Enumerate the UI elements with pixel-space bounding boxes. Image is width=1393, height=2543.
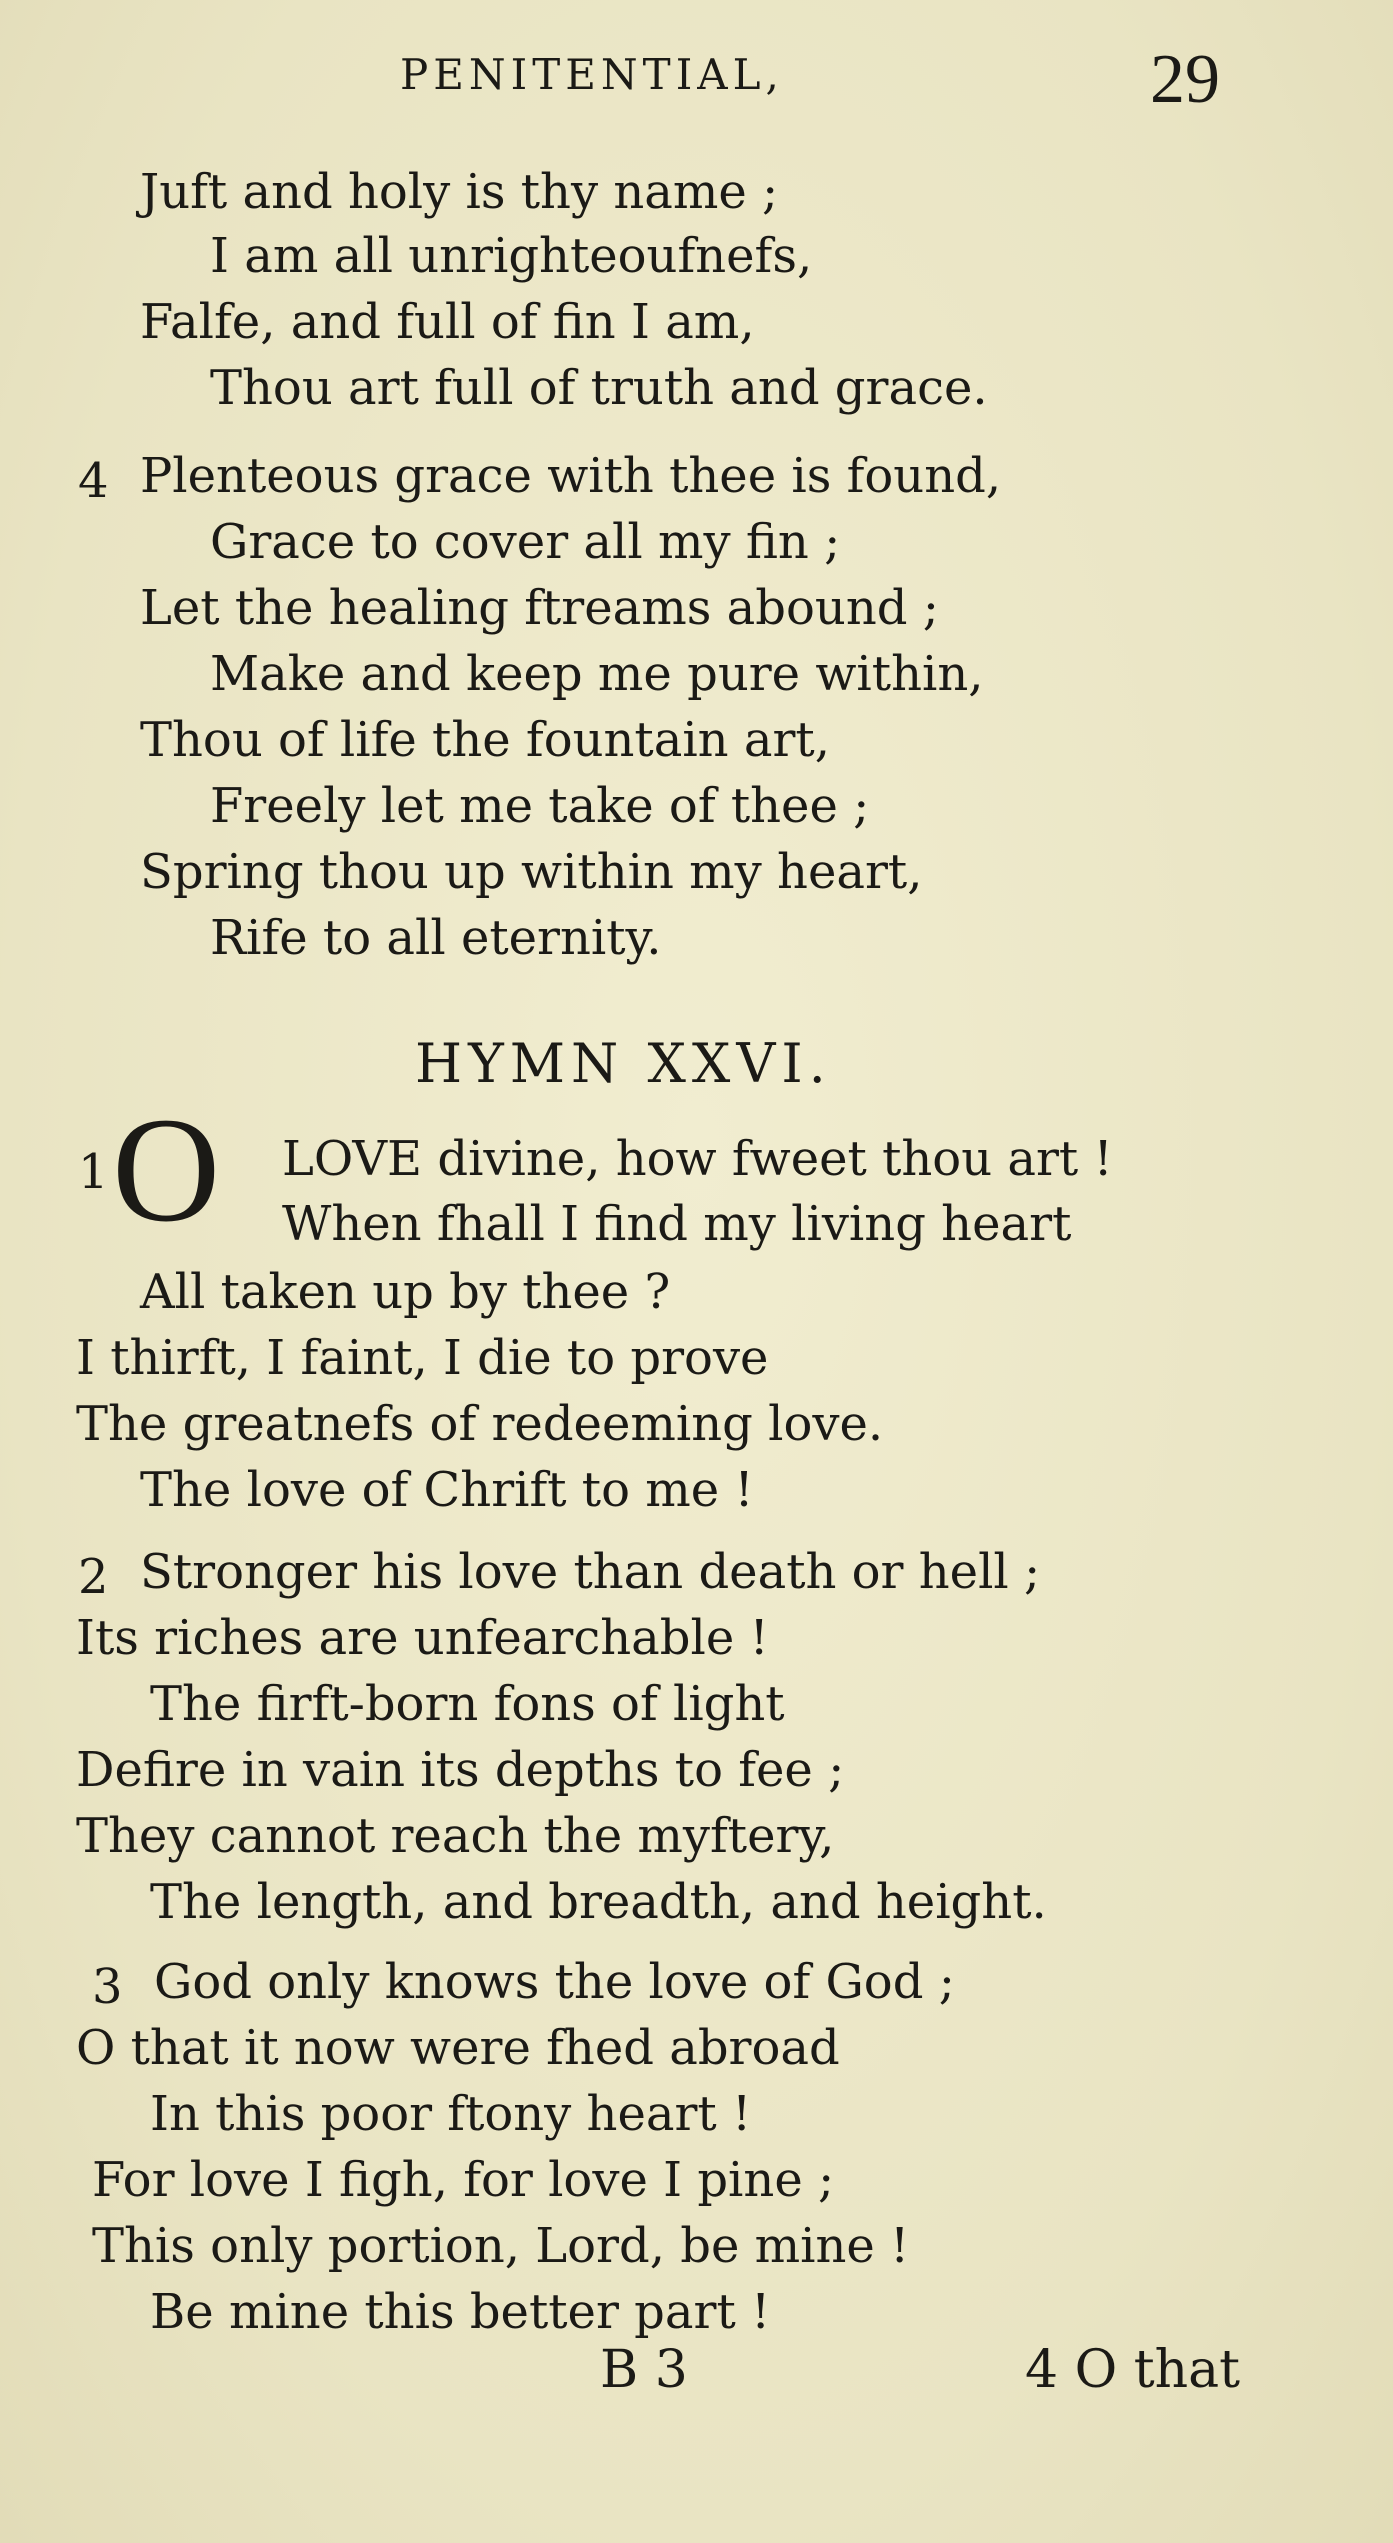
- verse-line: Stronger his love than death or hell ;: [140, 1544, 1041, 1600]
- verse-line: Plenteous grace with thee is found,: [140, 448, 1002, 504]
- verse-line: They cannot reach the myftery,: [76, 1808, 835, 1864]
- catchword: 4 O that: [1025, 2340, 1241, 2400]
- verse-line: Juft and holy is thy name ;: [140, 164, 779, 220]
- stanza-number: 2: [78, 1549, 109, 1605]
- verse-line: In this poor ftony heart !: [150, 2086, 752, 2142]
- verse-line: Make and keep me pure within,: [210, 646, 984, 702]
- verse-line: Spring thou up within my heart,: [140, 844, 923, 900]
- verse-line: O that it now were fhed abroad: [76, 2020, 840, 2076]
- verse-line: God only knows the love of God ;: [154, 1954, 955, 2010]
- verse-line: The love of Chrift to me !: [140, 1462, 754, 1518]
- signature-mark: B 3: [600, 2340, 688, 2400]
- page-number: 29: [1150, 41, 1220, 118]
- stanza-number: 4: [78, 453, 109, 509]
- verse-line: This only portion, Lord, be mine !: [92, 2218, 910, 2274]
- verse-line: When fhall I find my living heart: [282, 1196, 1072, 1252]
- verse-line: Its riches are unfearchable !: [76, 1610, 769, 1666]
- verse-line: LOVE divine, how fweet thou art !: [282, 1131, 1113, 1187]
- verse-line: For love I figh, for love I pine ;: [92, 2152, 835, 2208]
- verse-line: Rife to all eternity.: [210, 910, 662, 966]
- verse-line: Grace to cover all my fin ;: [210, 514, 841, 570]
- stanza-number: 3: [92, 1959, 123, 2015]
- verse-line: Thou art full of truth and grace.: [210, 360, 988, 416]
- verse-line: The length, and breadth, and height.: [150, 1874, 1047, 1930]
- verse-line: All taken up by thee ?: [140, 1264, 671, 1320]
- verse-line: Thou of life the fountain art,: [140, 712, 830, 768]
- verse-line: The firft-born fons of light: [150, 1676, 785, 1732]
- verse-line: Let the healing ftreams abound ;: [140, 580, 939, 636]
- verse-line: Freely let me take of thee ;: [210, 778, 870, 834]
- verse-line: The greatnefs of redeeming love.: [76, 1396, 884, 1452]
- verse-line: Be mine this better part !: [150, 2284, 771, 2340]
- running-head: PENITENTIAL,: [400, 50, 784, 99]
- stanza-number: 1: [78, 1144, 109, 1200]
- hymn-title: HYMN XXVI.: [415, 1032, 832, 1095]
- verse-line: I am all unrighteoufnefs,: [210, 228, 813, 284]
- verse-line: Falfe, and full of fin I am,: [140, 294, 755, 350]
- verse-line: Defire in vain its depths to fee ;: [76, 1742, 845, 1798]
- drop-cap: O: [112, 1087, 221, 1253]
- verse-line: I thirft, I faint, I die to prove: [76, 1330, 769, 1386]
